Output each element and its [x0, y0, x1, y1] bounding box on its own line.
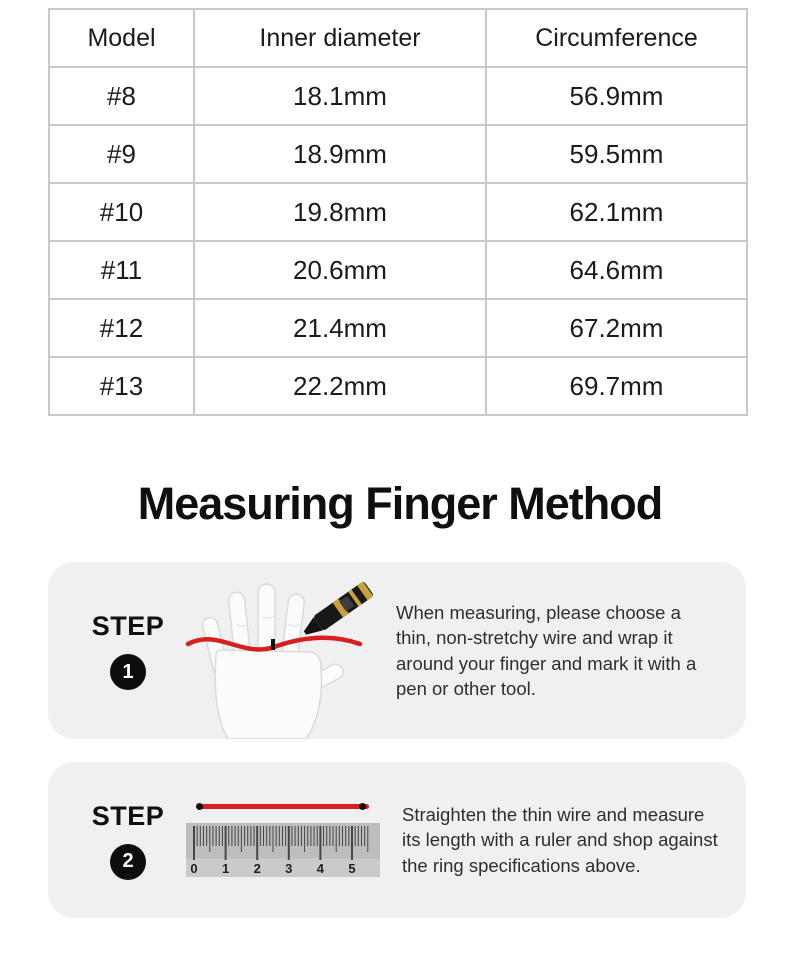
table-cell: #10	[49, 183, 194, 241]
table-row	[49, 67, 747, 125]
table-cell: 59.5mm	[486, 125, 747, 183]
step-1-card	[48, 562, 746, 739]
table-cell: 19.8mm	[194, 183, 486, 241]
table-cell: #8	[49, 67, 194, 125]
table-cell: #12	[49, 299, 194, 357]
table-row	[49, 125, 747, 183]
ruler-number: 1	[221, 860, 230, 876]
step-1-instructions: When measuring, please choose a thin, non-stretchy wire and wrap it around your finger and mark it with a pen or other tool.	[396, 601, 697, 699]
ruler-number: 0	[190, 860, 198, 876]
wire-end-dot	[359, 803, 366, 810]
table-row	[49, 299, 747, 357]
table-body	[49, 67, 747, 415]
table-cell: 18.1mm	[194, 67, 486, 125]
table-cell: #11	[49, 241, 194, 299]
table-cell: 18.9mm	[194, 125, 486, 183]
table-cell: #9	[49, 125, 194, 183]
table-cell: 22.2mm	[194, 357, 486, 415]
table-cell: 62.1mm	[486, 183, 747, 241]
table-header-row	[49, 9, 747, 67]
wire-end-dot	[196, 803, 203, 810]
ring-size-table	[48, 8, 748, 416]
wire-and-ruler-icon	[180, 804, 386, 877]
table-row	[49, 357, 747, 415]
column-header-inner-diameter: Inner diameter	[194, 9, 486, 67]
ruler-number: 4	[316, 860, 325, 876]
straightened-wire-icon	[197, 804, 369, 809]
ruler-number: 5	[348, 860, 356, 876]
table-cell: 67.2mm	[486, 299, 747, 357]
step-2-card	[48, 762, 746, 918]
hand-with-pen-and-wire-icon	[180, 562, 380, 739]
step-1-number-badge: 1	[110, 654, 146, 690]
step-2-header	[76, 801, 180, 880]
table-row	[49, 241, 747, 299]
step-2-instructions: Straighten the thin wire and measure its length with a ruler and shop against the ring specifications above.	[402, 803, 718, 876]
ruler-number: 3	[285, 860, 293, 876]
table-cell: 21.4mm	[194, 299, 486, 357]
table-cell: 20.6mm	[194, 241, 486, 299]
table-row	[49, 183, 747, 241]
step-1-header	[76, 611, 180, 690]
step-2-label: STEP	[91, 800, 165, 831]
step-1-label: STEP	[91, 611, 165, 641]
table-cell: #13	[49, 357, 194, 415]
ruler-ticks	[186, 826, 380, 864]
table-cell: 69.7mm	[486, 357, 747, 415]
step-2-number-badge: 2	[110, 844, 146, 880]
column-header-model: Model	[49, 9, 194, 67]
ruler-number: 2	[253, 860, 261, 876]
table-cell: 64.6mm	[486, 241, 747, 299]
column-header-circumference: Circumference	[486, 9, 747, 67]
ruler-icon	[186, 823, 380, 877]
table-cell: 56.9mm	[486, 67, 747, 125]
page-title: Measuring Finger Method	[137, 478, 663, 529]
